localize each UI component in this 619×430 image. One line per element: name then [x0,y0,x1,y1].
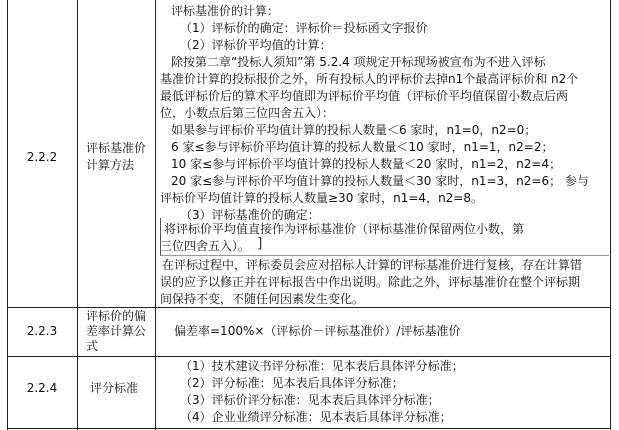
row-label: 差率计算公 [86,324,147,338]
content-line: 10 家≤参与评标价平均值计算的投标人数量＜20 家时，n1=2，n2=4； [171,157,562,171]
content-line: （2）评标价平均值的计算： [180,38,332,52]
content-line: 偏差率=100%×（评标价－评标基准价）/评标基准价 [174,324,461,338]
content-line: 如果参与评标价平均值计算的投标人数量＜6 家时，n1=0，n2=0； [171,123,537,137]
row-number: 2.2.3 [26,324,58,338]
content-line: 将评标价平均值直接作为评标基准价（评标基准价保留两位小数，第 [164,222,525,236]
content-line: 基准价计算的投标报价之外，所有投标人的评标价去掉n1个最高评标价和 n2个 [160,72,579,86]
content-line: 间保持不变，不随任何因素发生变化。 [160,292,365,306]
row-label: 评分标准 [90,381,139,395]
table-border-left [7,0,8,430]
row-number: 2.2.2 [26,150,58,164]
table-border-right [610,0,611,430]
row-divider-2 [7,356,611,357]
content-line: （1）评标价的确定：评标价＝投标函文字报价 [180,21,428,35]
content-line: 除按第二章“投标人须知”第 5.2.4 项规定开标现场被宣布为不进入评标 [171,55,546,69]
column-divider-1 [77,0,78,430]
content-line: （4）企业业绩评分标准：见本表后具体评分标准； [180,410,452,424]
row-label: 评标价的偏 [86,309,147,323]
content-line: 6 家≤参与评标价平均值计算的投标人数量＜10 家时，n1=1，n2=2； [171,140,554,154]
content-line: 在评标过程中，评标委员会应对招标人计算的评标基准价进行复核，存在计算错 [162,258,583,272]
row-number: 2.2.4 [26,381,58,395]
content-line: 评标价平均值计算的投标人数量≥30 家时，n1=4，n2=8。 [160,191,483,205]
content-line: 最低评标价后的算术平均值即为评标价平均值（评标价平均值保留小数点后两 [160,89,569,103]
column-divider-2 [155,0,156,430]
row-divider-3 [7,428,611,429]
content-line: 20 家≤参与评标价平均值计算的投标人数量＜30 家时，n1=3，n2=6； 参与 [171,174,589,188]
row-label: 式 [86,339,99,353]
content-line: （3）评标基准价的确定： [180,208,320,222]
content-line: 三位四舍五入）。 [160,239,251,253]
content-line: 评标基准价的计算： [171,4,280,18]
row-label: 评标基准价 [86,141,147,155]
content-line: （1）技术建议书评分标准：见本表后具体评分标准； [180,359,464,373]
content-line: 误的应予以修正并在评标报告中作出说明。除此之外，评标基准价在整个评标期 [160,275,581,289]
content-line: 位，小数点后第三位四舍五入）： [160,106,335,120]
closing-bracket-mark: ] [257,236,263,252]
row-label: 计算方法 [86,158,135,172]
content-line: （2）评分标准：见本表后具体评分标准； [180,376,404,390]
content-line: （3）评标价评分标准：见本表后具体评分标准； [180,393,440,407]
